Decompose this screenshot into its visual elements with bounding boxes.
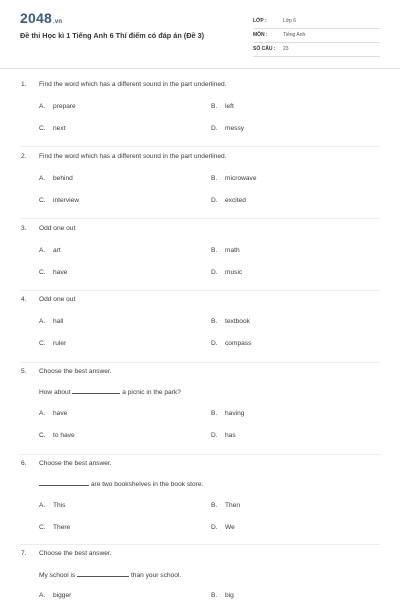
option-c[interactable]: C. interview [39,197,80,204]
option-a[interactable]: A. hall [39,318,64,325]
option-b[interactable]: B. having [211,410,245,417]
question-prompt: 5. Choose the best answer. [21,368,112,375]
option-b[interactable]: B. left [211,103,234,110]
option-d[interactable]: D. messy [211,125,245,132]
document-header [0,0,400,69]
option-d[interactable]: D. has [211,432,236,439]
question-stem: How about a picnic in the park? [39,389,181,396]
logo-text: 2048 [20,10,52,26]
question-prompt: 1. Find the word which has a different sound in the part underlined. [21,81,227,88]
divider [20,454,380,455]
meta-row-count [253,42,380,57]
question-prompt: 4. Odd one out [21,296,76,303]
option-c[interactable]: C. next [39,125,66,132]
option-d[interactable]: D. compass [211,340,252,347]
meta-value: Tiếng Anh [283,32,306,38]
meta-label: SỐ CÂU : [253,46,276,52]
divider [20,290,380,291]
option-a[interactable]: A. bigger [39,592,72,599]
option-a[interactable]: A. art [39,247,61,254]
option-c[interactable]: C. to have [39,432,75,439]
meta-row-subject [253,28,380,43]
meta-label: MÔN : [253,32,268,38]
meta-value: Lớp 6 [283,18,297,24]
question-stem: My school is than your school. [39,572,182,579]
option-b[interactable]: B. math [211,247,240,254]
logo-suffix: .vn [52,19,63,25]
option-d[interactable]: D. excited [211,197,246,204]
option-a[interactable]: A. This [39,502,66,509]
option-b[interactable]: B. textbook [211,318,250,325]
option-c[interactable]: C. ruler [39,340,67,347]
answer-blank [39,479,89,486]
meta-row-class [253,14,380,29]
question-prompt: 3. Odd one out [21,225,76,232]
meta-value: 23 [283,46,289,52]
option-c[interactable]: C. have [39,269,68,276]
option-a[interactable]: A. behind [39,175,73,182]
option-b[interactable]: B. microwave [211,175,257,182]
question-prompt: 7. Choose the best answer. [21,550,112,557]
option-c[interactable]: C. There [39,524,71,531]
divider [20,362,380,363]
option-d[interactable]: D. We [211,524,235,531]
divider [20,218,380,219]
option-b[interactable]: B. big [211,592,234,599]
option-a[interactable]: A. have [39,410,68,417]
option-a[interactable]: A. prepare [39,103,76,110]
question-stem: are two bookshelves in the book store. [39,479,203,488]
answer-blank [77,570,129,577]
option-b[interactable]: B. Then [211,502,241,509]
divider [20,544,380,545]
question-prompt: 2. Find the word which has a different sound in the part underlined. [21,153,227,160]
divider [20,146,380,147]
option-d[interactable]: D. music [211,269,243,276]
document-title: Đề thi Học kì 1 Tiếng Anh 6 Thí điểm có đáp án (Đề 3) [20,31,205,40]
site-logo[interactable] [20,10,62,26]
question-prompt: 6. Choose the best answer. [21,460,112,467]
answer-blank [72,387,120,394]
meta-label: LỚP : [253,18,267,24]
